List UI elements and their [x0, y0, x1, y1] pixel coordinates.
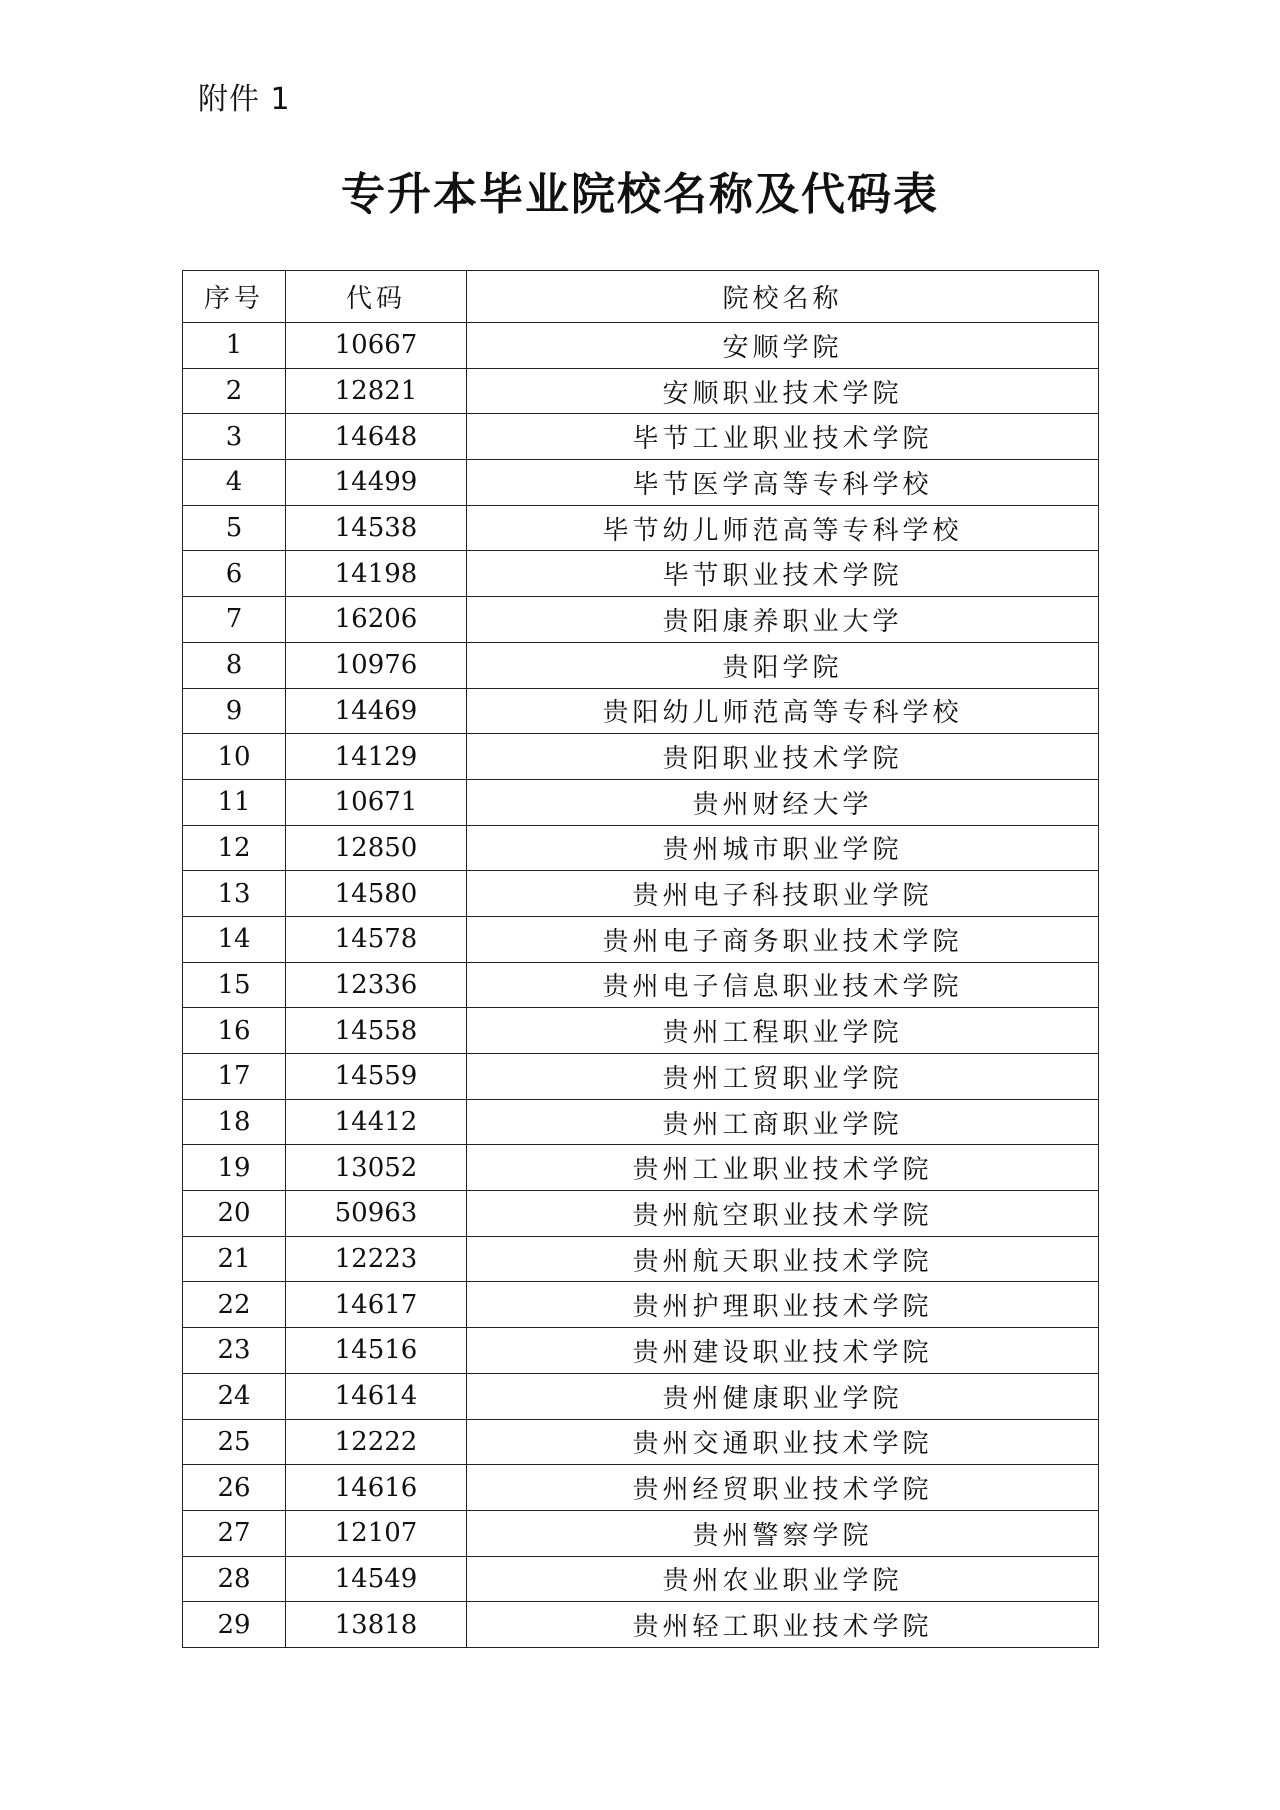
table-row — [183, 962, 1099, 1008]
table-row — [183, 505, 1099, 551]
cell-code: 13052 — [286, 1145, 467, 1191]
cell-school-name: 毕节职业技术学院 — [467, 551, 1099, 597]
cell-seq: 6 — [183, 551, 286, 597]
cell-code: 14412 — [286, 1099, 467, 1145]
cell-seq: 24 — [183, 1373, 286, 1419]
table-row — [183, 1099, 1099, 1145]
table-row — [183, 1465, 1099, 1511]
cell-seq: 5 — [183, 505, 286, 551]
table-row — [183, 1510, 1099, 1556]
cell-code: 13818 — [286, 1602, 467, 1648]
cell-school-name: 贵州电子科技职业学院 — [467, 871, 1099, 917]
cell-seq: 25 — [183, 1419, 286, 1465]
cell-school-name: 贵州工业职业技术学院 — [467, 1145, 1099, 1191]
cell-school-name: 毕节工业职业技术学院 — [467, 414, 1099, 460]
cell-code: 14129 — [286, 734, 467, 780]
cell-school-name: 贵州护理职业技术学院 — [467, 1282, 1099, 1328]
cell-school-name: 贵州警察学院 — [467, 1510, 1099, 1556]
cell-code: 12223 — [286, 1236, 467, 1282]
cell-seq: 7 — [183, 597, 286, 643]
table-row — [183, 1008, 1099, 1054]
cell-school-name: 贵阳康养职业大学 — [467, 597, 1099, 643]
table-row — [183, 1054, 1099, 1100]
table-row — [183, 551, 1099, 597]
cell-seq: 16 — [183, 1008, 286, 1054]
table-row — [183, 1602, 1099, 1648]
cell-school-name: 贵州城市职业学院 — [467, 825, 1099, 871]
table-row — [183, 460, 1099, 506]
cell-seq: 27 — [183, 1510, 286, 1556]
cell-code: 14469 — [286, 688, 467, 734]
cell-school-name: 贵州交通职业技术学院 — [467, 1419, 1099, 1465]
cell-school-name: 贵州工商职业学院 — [467, 1099, 1099, 1145]
table-row — [183, 597, 1099, 643]
header-name: 院校名称 — [467, 271, 1099, 323]
table-body — [183, 323, 1099, 1648]
school-code-table — [182, 270, 1099, 1648]
cell-seq: 13 — [183, 871, 286, 917]
table-row — [183, 1556, 1099, 1602]
cell-school-name: 贵州电子信息职业技术学院 — [467, 962, 1099, 1008]
cell-seq: 11 — [183, 779, 286, 825]
cell-code: 14558 — [286, 1008, 467, 1054]
cell-seq: 28 — [183, 1556, 286, 1602]
cell-seq: 17 — [183, 1054, 286, 1100]
cell-school-name: 贵州财经大学 — [467, 779, 1099, 825]
cell-seq: 21 — [183, 1236, 286, 1282]
page-title: 专升本毕业院校名称及代码表 — [341, 169, 939, 220]
cell-code: 14516 — [286, 1328, 467, 1374]
cell-code: 12222 — [286, 1419, 467, 1465]
table-row — [183, 688, 1099, 734]
table-row — [183, 1328, 1099, 1374]
cell-school-name: 贵州电子商务职业技术学院 — [467, 916, 1099, 962]
cell-seq: 10 — [183, 734, 286, 780]
cell-school-name: 安顺职业技术学院 — [467, 368, 1099, 414]
cell-code: 16206 — [286, 597, 467, 643]
table-row — [183, 1282, 1099, 1328]
cell-school-name: 毕节幼儿师范高等专科学校 — [467, 505, 1099, 551]
cell-school-name: 贵州工程职业学院 — [467, 1008, 1099, 1054]
cell-code: 14578 — [286, 916, 467, 962]
cell-school-name: 贵州航空职业技术学院 — [467, 1191, 1099, 1237]
table-row — [183, 414, 1099, 460]
header-seq: 序号 — [183, 271, 286, 323]
table-header-row — [183, 271, 1099, 323]
table-row — [183, 871, 1099, 917]
table-row — [183, 779, 1099, 825]
cell-seq: 4 — [183, 460, 286, 506]
cell-code: 12850 — [286, 825, 467, 871]
cell-school-name: 贵州健康职业学院 — [467, 1373, 1099, 1419]
cell-seq: 19 — [183, 1145, 286, 1191]
table-row — [183, 1145, 1099, 1191]
table-row — [183, 916, 1099, 962]
cell-code: 14549 — [286, 1556, 467, 1602]
table-row — [183, 1373, 1099, 1419]
cell-code: 10671 — [286, 779, 467, 825]
table-row — [183, 1236, 1099, 1282]
cell-seq: 18 — [183, 1099, 286, 1145]
cell-code: 14499 — [286, 460, 467, 506]
attachment-label: 附件 1 — [198, 82, 291, 117]
cell-school-name: 贵州工贸职业学院 — [467, 1054, 1099, 1100]
cell-school-name: 毕节医学高等专科学校 — [467, 460, 1099, 506]
cell-code: 12107 — [286, 1510, 467, 1556]
cell-code: 14616 — [286, 1465, 467, 1511]
cell-seq: 2 — [183, 368, 286, 414]
cell-code: 12336 — [286, 962, 467, 1008]
cell-seq: 1 — [183, 323, 286, 369]
cell-code: 14559 — [286, 1054, 467, 1100]
cell-seq: 26 — [183, 1465, 286, 1511]
table-row — [183, 734, 1099, 780]
cell-school-name: 贵州轻工职业技术学院 — [467, 1602, 1099, 1648]
cell-school-name: 贵阳幼儿师范高等专科学校 — [467, 688, 1099, 734]
cell-code: 14538 — [286, 505, 467, 551]
cell-seq: 12 — [183, 825, 286, 871]
cell-seq: 20 — [183, 1191, 286, 1237]
cell-code: 14614 — [286, 1373, 467, 1419]
cell-school-name: 安顺学院 — [467, 323, 1099, 369]
cell-seq: 22 — [183, 1282, 286, 1328]
header-code: 代码 — [286, 271, 467, 323]
cell-school-name: 贵阳学院 — [467, 642, 1099, 688]
cell-seq: 23 — [183, 1328, 286, 1374]
cell-seq: 8 — [183, 642, 286, 688]
cell-seq: 15 — [183, 962, 286, 1008]
table-row — [183, 642, 1099, 688]
cell-school-name: 贵州农业职业学院 — [467, 1556, 1099, 1602]
cell-school-name: 贵州建设职业技术学院 — [467, 1328, 1099, 1374]
cell-school-name: 贵阳职业技术学院 — [467, 734, 1099, 780]
cell-school-name: 贵州航天职业技术学院 — [467, 1236, 1099, 1282]
cell-code: 14648 — [286, 414, 467, 460]
table-row — [183, 1191, 1099, 1237]
cell-seq: 29 — [183, 1602, 286, 1648]
cell-seq: 3 — [183, 414, 286, 460]
cell-school-name: 贵州经贸职业技术学院 — [467, 1465, 1099, 1511]
cell-code: 14617 — [286, 1282, 467, 1328]
cell-seq: 9 — [183, 688, 286, 734]
table-row — [183, 825, 1099, 871]
cell-code: 12821 — [286, 368, 467, 414]
table-row — [183, 1419, 1099, 1465]
cell-code: 10976 — [286, 642, 467, 688]
cell-code: 50963 — [286, 1191, 467, 1237]
table-row — [183, 368, 1099, 414]
cell-code: 14580 — [286, 871, 467, 917]
cell-seq: 14 — [183, 916, 286, 962]
cell-code: 14198 — [286, 551, 467, 597]
cell-code: 10667 — [286, 323, 467, 369]
table-row — [183, 323, 1099, 369]
